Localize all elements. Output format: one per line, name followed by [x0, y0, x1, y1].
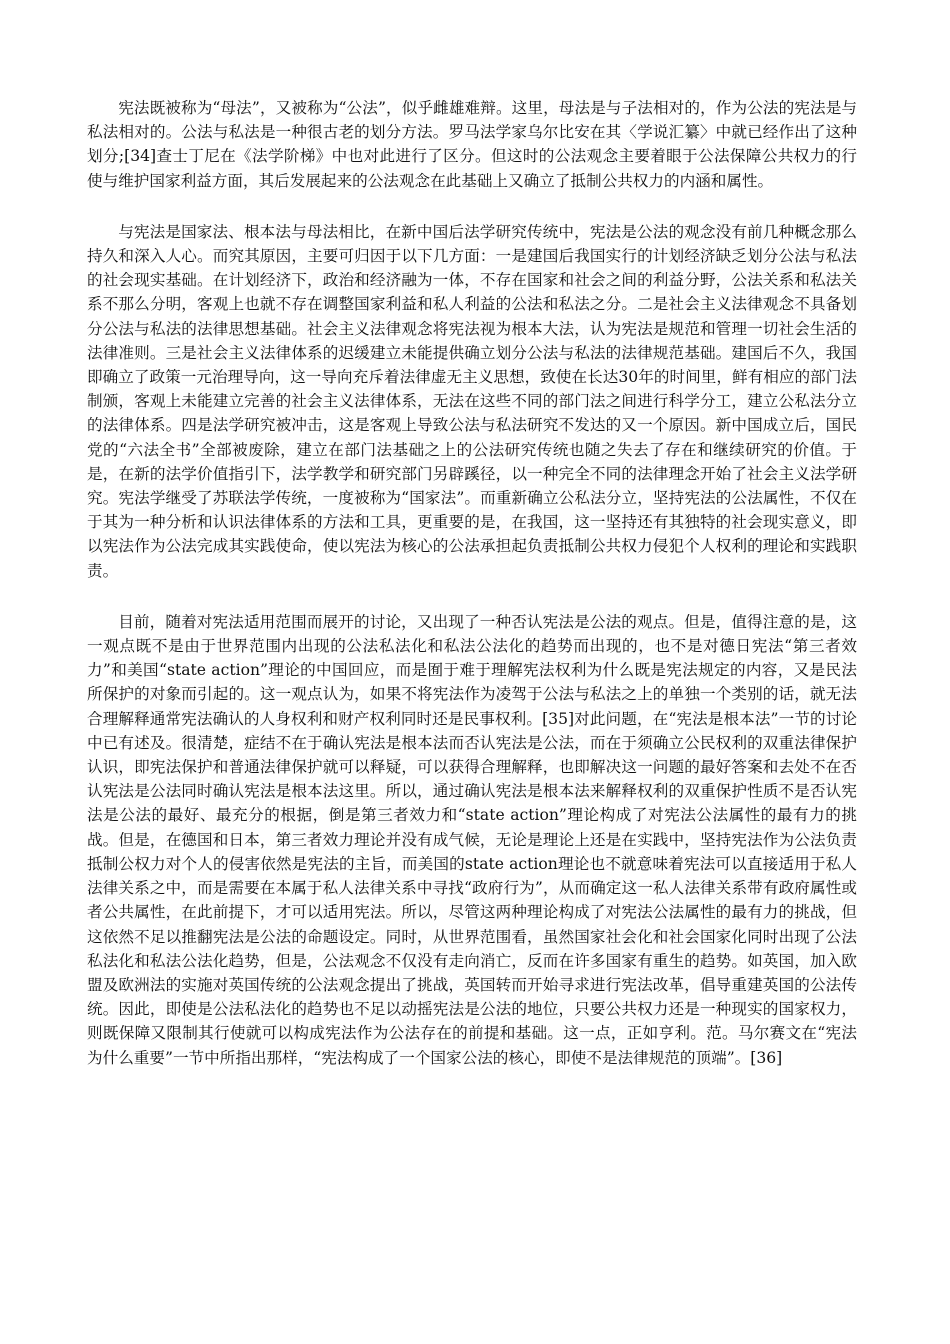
paragraph-public-law-history-china: 与宪法是国家法、根本法与母法相比，在新中国后法学研究传统中，宪法是公法的观念没有前几种概念那么持久和深入人心。而究其原因，主要可归因于以下几方面：一是建国后我国实行的计划经济缺乏划分公法与私法的社会现实基础。在计划经济下，政治和经济融为一体，不存在国家和社会之间的利益分野，公法关系和私法关系不那么分明，客观上也就不存在调整国家利益和私人利益的公法和私法之分。二是社会主义法律观念不具备划分公法与私法的法律思想基础。社会主义法律观念将宪法视为根本大法，认为宪法是规范和管理一切社会生活的法律准则。三是社会主义法律体系的迟缓建立未能提供确立划分公法与私法的法律规范基础。建国后不久，我国即确立了政策一元治理导向，这一导向充斥着法律虚无主义思想，致使在长达30年的时间里，鲜有相应的部门法制颁，客观上未能建立完善的社会主义法律体系，无法在这些不同的部门法之间进行科学分工，建立公私法分立的法律体系。四是法学研究被冲击，这是客观上导致公法与私法研究不发达的又一个原因。新中国成立后，国民党的“六法全书”全部被废除，建立在部门法基础之上的公法研究传统也随之失去了存在和继续研究的价值。于是，在新的法学价值指引下，法学教学和研究部门另辟蹊径，以一种完全不同的法律理念开始了社会主义法学研究。宪法学继受了苏联法学传统，一度被称为“国家法”。而重新确立公私法分立，坚持宪法的公法属性，不仅在于其为一种分析和认识法律体系的方法和工具，更重要的是，在我国，这一坚持还有其独特的社会现实意义，即以宪法作为公法完成其实践使命，使以宪法为核心的公法承担起负责抵制公共权力侵犯个人权利的理论和实践职责。 [87, 222, 857, 580]
paragraph-public-law-challenges: 目前，随着对宪法适用范围而展开的讨论，又出现了一种否认宪法是公法的观点。但是，值得注意的是，这一观点既不是由于世界范围内出现的公法私法化和私法公法化的趋势而出现的，也不是对德日宪法“第三者效力”和美国“state action”理论的中国回应，而是囿于难于理解宪法权利为什么既是宪法规定的内容，又是民法所保护的对象而引起的。这一观点认为，如果不将宪法作为凌驾于公法与私法之上的单独一个类别的话，就无法合理解释通常宪法确认的人身权利和财产权利同时还是民事权利。[35]对此问题，在“宪法是根本法”一节的讨论中已有述及。很清楚，症结不在于确认宪法是根本法而否认宪法是公法，而在于须确立公民权利的双重法律保护认识，即宪法保护和普通法律保护就可以释疑，可以获得合理解释，也即解决这一问题的最好答案和去处不在否认宪法是公法同时确认宪法是根本法这里。所以，通过确认宪法是根本法来解释权利的双重保护性质不是否认宪法是公法的最好、最充分的根据，倒是第三者效力和“state action”理论构成了对宪法公法属性的最有力的挑战。但是，在德国和日本，第三者效力理论并没有成气候，无论是理论上还是在实践中，坚持宪法作为公法负责抵制公权力对个人的侵害依然是宪法的主旨，而美国的state action理论也不就意味着宪法可以直接适用于私人法律关系之中，而是需要在本属于私人法律关系中寻找“政府行为”，从而确定这一私人法律关系带有政府属性或者公共属性，在此前提下，才可以适用宪法。所以，尽管这两种理论构成了对宪法公法属性的最有力的挑战，但这依然不足以推翻宪法是公法的命题设定。同时，从世界范围看，虽然国家社会化和社会国家化同时出现了公法私法化和私法公法化趋势，但是，公法观念不仅没有走向消亡，反而在许多国家有重生的趋势。如英国，加入欧盟及欧洲法的实施对英国传统的公法观念提出了挑战，英国转而开始寻求进行宪法改革，倡导重建英国的公法传统。因此，即使是公法私法化的趋势也不足以动摇宪法是公法的地位，只要公共权力还是一种现实的国家权力，则既保障又限制其行使就可以构成宪法作为公法存在的前提和基础。这一点，正如亨利。范。马尔赛文在“宪法为什么重要”一节中所指出那样，“宪法构成了一个国家公法的核心，即使不是法律规范的顶端”。[36] [87, 612, 857, 1067]
paragraph-public-law-origin: 宪法既被称为“母法”，又被称为“公法”，似乎雌雄难辩。这里，母法是与子法相对的，作为公法的宪法是与私法相对的。公法与私法是一种很古老的划分方法。罗马法学家乌尔比安在其〈学说汇纂〉中就已经作出了这种划分;[34]查士丁尼在《法学阶梯》中也对此进行了区分。但这时的公法观念主要着眼于公法保障公共权力的行使与维护国家利益方面，其后发展起来的公法观念在此基础上又确立了抵制公共权力的内涵和属性。 [87, 99, 857, 190]
document-page [87, 96, 857, 1097]
